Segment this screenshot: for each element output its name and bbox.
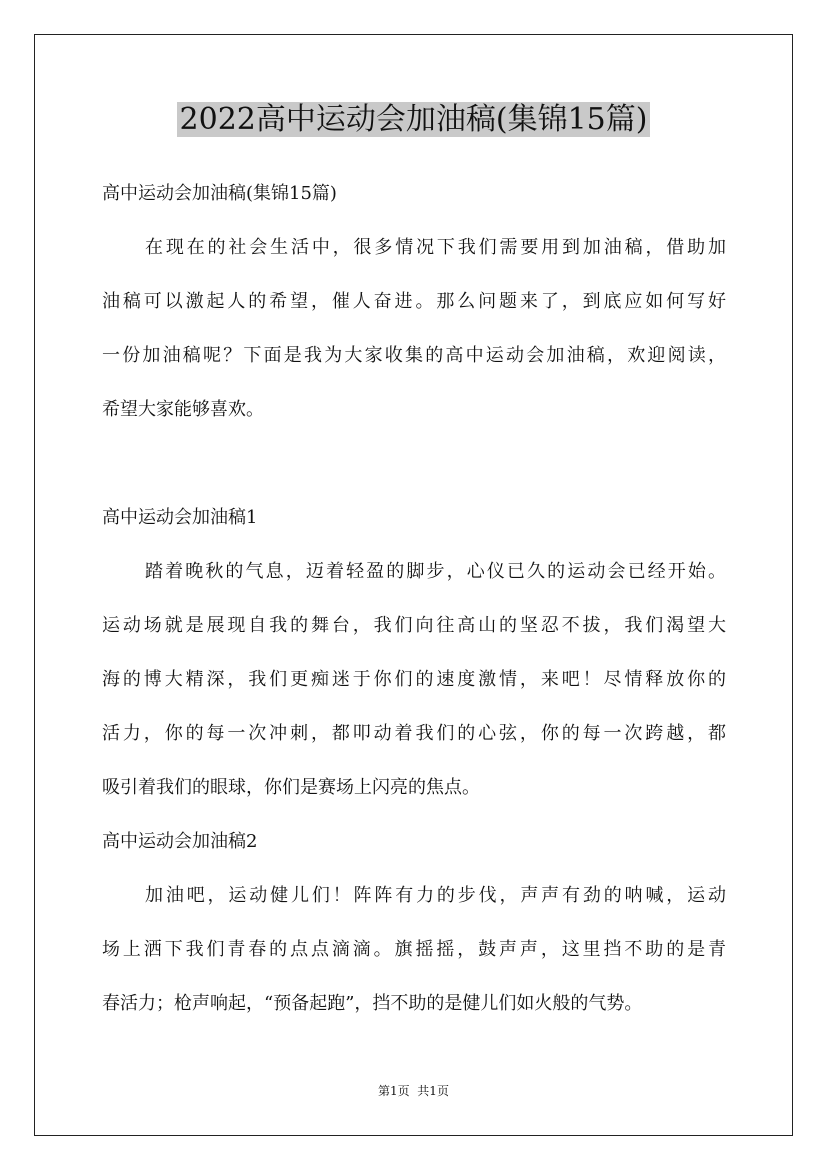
section-2-line: 春活力；枪声响起，“预备起跑”，挡不助的是健儿们如火般的气势。 [102, 993, 643, 1014]
section-heading-1: 高中运动会加油稿1 [102, 507, 258, 528]
section-1-line: 踏着晚秋的气息，迈着轻盈的脚步，心仪已久的运动会已经开始。 [145, 561, 726, 582]
intro-line: 在现在的社会生活中，很多情况下我们需要用到加油稿，借助加 [145, 237, 726, 258]
subtitle: 高中运动会加油稿(集锦15篇) [102, 183, 337, 204]
section-1-line: 活力，你的每一次冲刺，都叩动着我们的心弦，你的每一次跨越，都 [102, 723, 726, 744]
section-2-line: 场上洒下我们青春的点点滴滴。旗摇摇，鼓声声，这里挡不助的是青 [102, 939, 726, 960]
intro-line: 油稿可以激起人的希望，催人奋进。那么问题来了，到底应如何写好 [102, 291, 726, 312]
intro-line: 希望大家能够喜欢。 [102, 399, 264, 420]
section-2-line: 加油吧，运动健儿们！阵阵有力的步伐，声声有劲的呐喊，运动 [145, 885, 726, 906]
document-title-text: 2022高中运动会加油稿(集锦15篇) [177, 102, 651, 137]
document-title [0, 100, 827, 140]
intro-line: 一份加油稿呢？下面是我为大家收集的高中运动会加油稿，欢迎阅读， [102, 345, 726, 366]
section-heading-2: 高中运动会加油稿2 [102, 831, 258, 852]
section-1-line: 吸引着我们的眼球，你们是赛场上闪亮的焦点。 [102, 777, 480, 798]
page-number-footer: 第1页 共1页 [378, 1084, 449, 1098]
section-1-line: 海的博大精深，我们更痴迷于你们的速度激情，来吧！尽情释放你的 [102, 669, 726, 690]
section-1-line: 运动场就是展现自我的舞台，我们向往高山的坚忍不拔，我们渴望大 [102, 615, 726, 636]
